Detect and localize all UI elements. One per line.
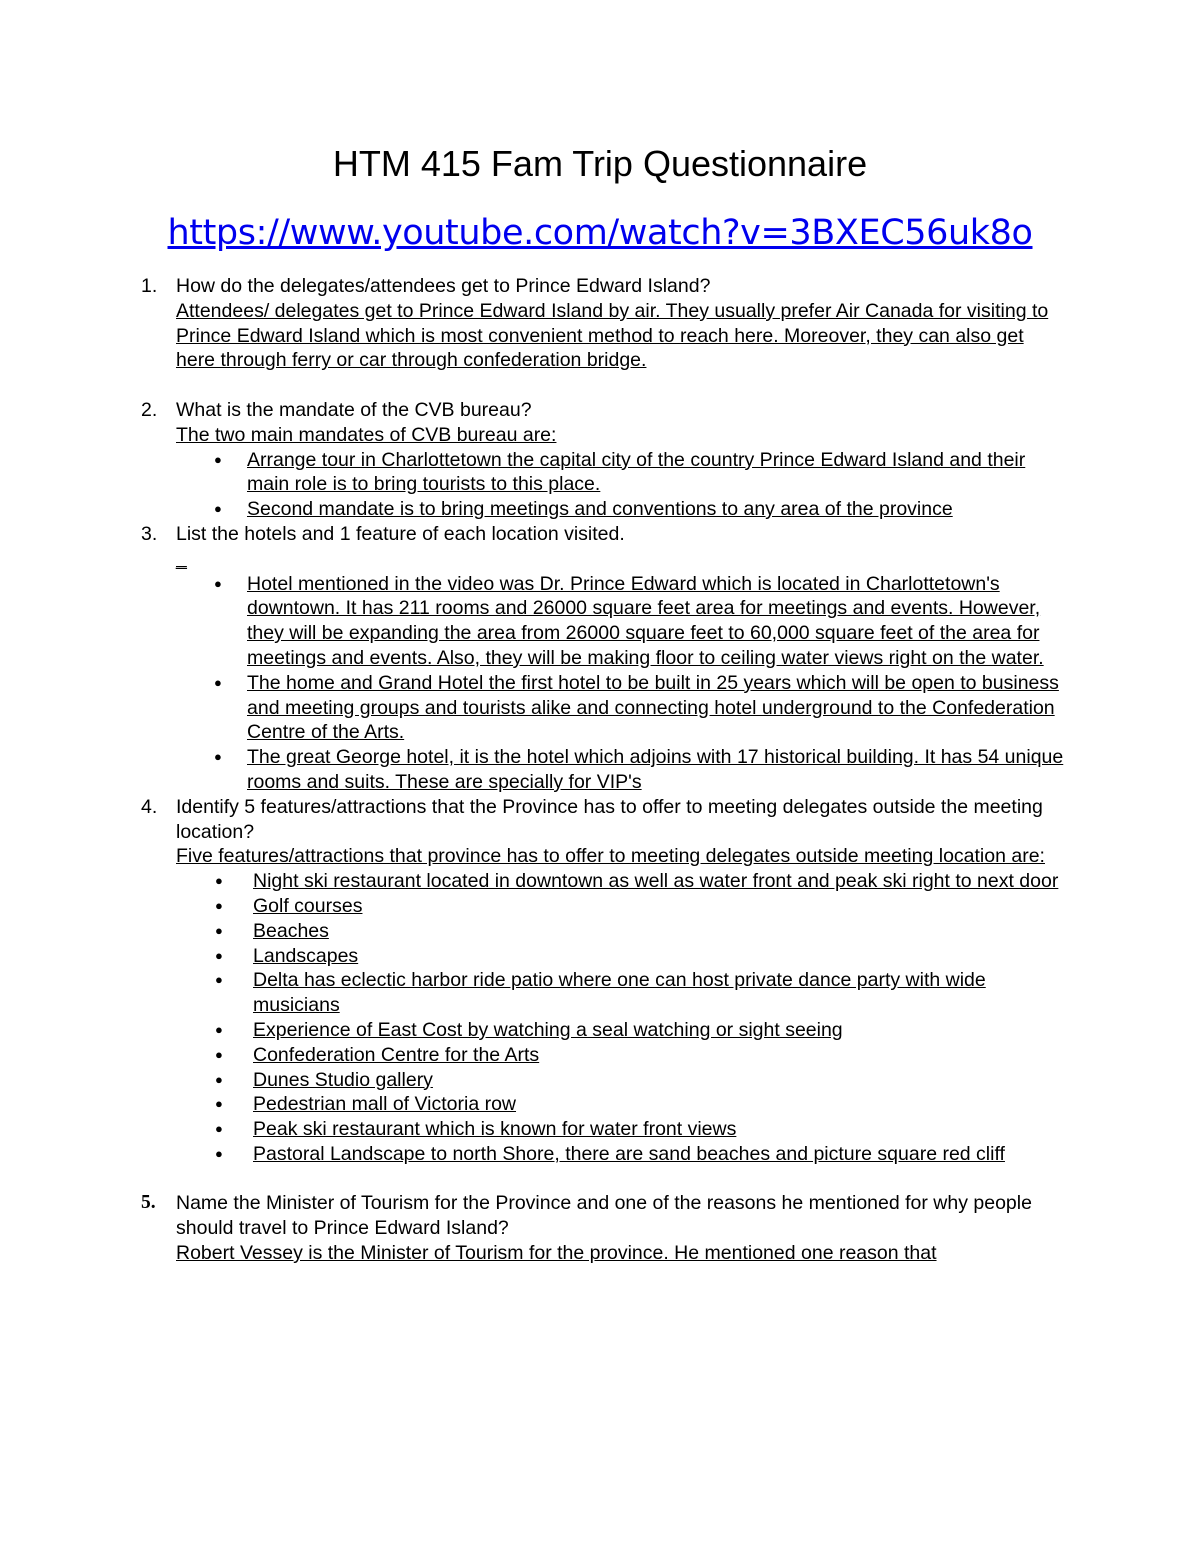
blank-line: _ <box>176 547 187 570</box>
question-text: What is the mandate of the CVB bureau? <box>176 398 532 421</box>
question-1 <box>141 274 1066 373</box>
answer-intro: The two main mandates of CVB bureau are: <box>176 423 557 446</box>
list-item: ● Delta has eclectic harbor ride patio where one can host private dance party with wide musicians <box>176 968 1066 1018</box>
answer-intro: Five features/attractions that province has to offer to meeting delegates outside meeting location are: <box>176 845 1045 868</box>
question-text: How do the delegates/attendees get to Prince Edward Island? <box>176 275 711 297</box>
list-item: ● Landscapes <box>176 944 1066 969</box>
answer-text: Robert Vessey is the Minister of Tourism for the province. He mentioned one reason that <box>176 1242 937 1265</box>
bullet-list <box>176 572 1066 795</box>
answer-text: Attendees/ delegates get to Prince Edward Island by air. They usually prefer Air Canada for visiting to Prince Edward Island which is most convenient method to reach here. Moreover, they can also get here through ferry or car through confederation bridge. <box>176 299 1049 372</box>
question-text: List the hotels and 1 feature of each location visited. <box>176 522 625 545</box>
page-title: HTM 415 Fam Trip Questionnaire <box>332 143 868 184</box>
list-item: ● Night ski restaurant located in downtown as well as water front and peak ski right to next door <box>176 869 1066 894</box>
question-number: 2. <box>141 398 158 421</box>
bullet-list <box>176 448 1066 522</box>
list-item: ● Dunes Studio gallery <box>176 1068 1066 1093</box>
list-item: ● Pastoral Landscape to north Shore, there are sand beaches and picture square red cliff <box>176 1142 1066 1167</box>
questionnaire-body <box>0 274 1200 1266</box>
list-item: ● Peak ski restaurant which is known for water front views <box>176 1117 1066 1142</box>
youtube-link[interactable]: https://www.youtube.com/watch?v=3BXEC56uk8o <box>167 213 1033 253</box>
list-item: ● Pedestrian mall of Victoria row <box>176 1092 1066 1117</box>
list-item: ● Hotel mentioned in the video was Dr. Prince Edward which is located in Charlottetown's downtown. It has 211 rooms and 26000 square feet area for meetings and events. However, they will be expanding the area from 26000 square feet to 60,000 square feet of the area for meetings and events. Also, they will be making floor to ceiling water views right on the water. <box>176 572 1066 671</box>
list-item: ● Beaches <box>176 919 1066 944</box>
question-number: 5. <box>141 1192 156 1214</box>
list-item: ● Arrange tour in Charlottetown the capital city of the country Prince Edward Island and their main role is to bring tourists to this place. <box>176 448 1066 498</box>
question-4 <box>141 795 1066 1167</box>
spacer <box>0 1167 1200 1192</box>
bullet-list <box>176 869 1066 1167</box>
spacer <box>0 373 1200 398</box>
question-5 <box>141 1191 1066 1265</box>
question-number: 3. <box>141 522 158 545</box>
question-3 <box>141 522 1066 795</box>
list-item: ● The great George hotel, it is the hotel which adjoins with 17 historical building. It has 54 unique rooms and suits. These are specially for VIP's <box>176 745 1066 795</box>
list-item: ● Second mandate is to bring meetings and conventions to any area of the province <box>176 497 1066 522</box>
question-number: 1. <box>141 275 158 297</box>
question-text: Name the Minister of Tourism for the Province and one of the reasons he mentioned for why people should travel to Prince Edward Island? <box>176 1192 1032 1240</box>
list-item: ● The home and Grand Hotel the first hotel to be built in 25 years which will be open to business and meeting groups and tourists alike and connecting hotel underground to the Confederation Centre of the Arts. <box>176 671 1066 745</box>
list-item: ● Experience of East Cost by watching a seal watching or sight seeing <box>176 1018 1066 1043</box>
question-2 <box>141 398 1066 522</box>
list-item: ● Confederation Centre for the Arts <box>176 1043 1066 1068</box>
list-item: ● Golf courses <box>176 894 1066 919</box>
question-number: 4. <box>141 795 158 818</box>
question-text: Identify 5 features/attractions that the Province has to offer to meeting delegates outside the meeting location? <box>176 795 1043 843</box>
